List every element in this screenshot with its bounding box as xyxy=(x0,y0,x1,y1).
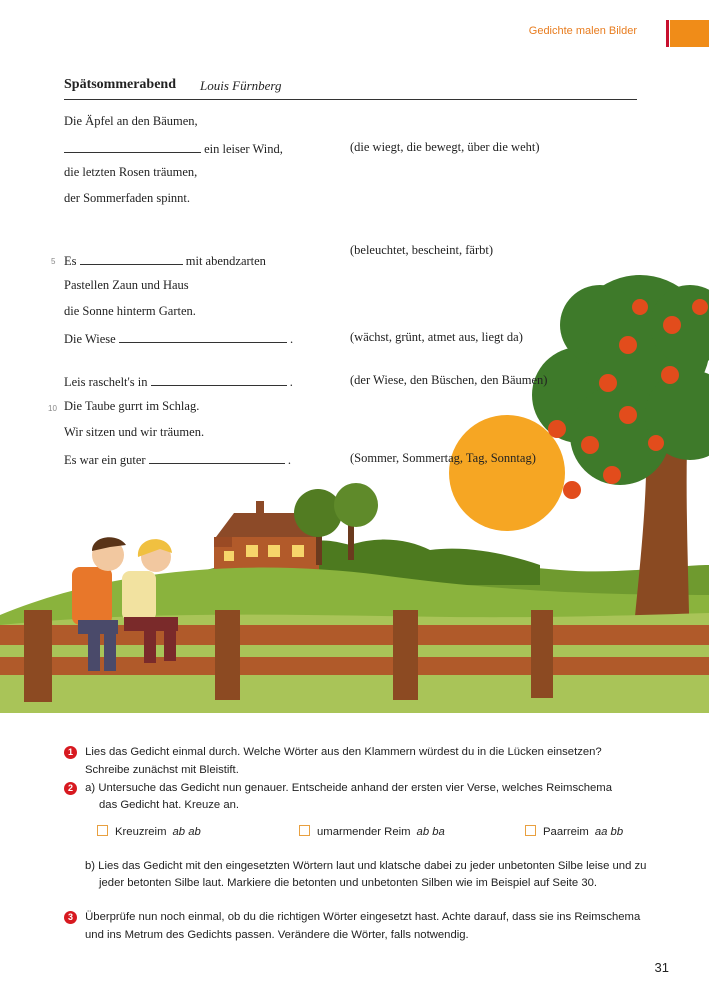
poem-line-11: Wir sitzen und wir träumen. xyxy=(64,425,205,439)
hint-1: (die wiegt, die bewegt, über die weht) xyxy=(350,140,540,154)
task-3-line-2: und ins Metrum des Gedichts passen. Verändere die Wörter, falls notwendig. xyxy=(85,929,469,941)
poem-line-2-text: ein leiser Wind, xyxy=(204,142,283,156)
task-1-line-1: Lies das Gedicht einmal durch. Welche Wörter aus den Klammern würdest du in die Lücken einsetzen? xyxy=(85,746,602,758)
blank-5[interactable] xyxy=(149,451,285,464)
task-3 xyxy=(64,911,640,924)
poem-line-4: der Sommerfaden spinnt. xyxy=(64,191,191,205)
task-1 xyxy=(64,746,602,759)
option-umarmender-reim-label: umarmender Reim xyxy=(317,826,411,838)
blank-1[interactable] xyxy=(64,140,201,153)
poem-line-6: Pastellen Zaun und Haus xyxy=(64,278,189,292)
poem-title: Spätsommerabend xyxy=(64,77,177,92)
poem-line-7: die Sonne hinterm Garten. xyxy=(64,304,196,318)
task-2-number: 2 xyxy=(64,782,77,795)
line-number-10: 10 xyxy=(48,404,57,413)
blank-2[interactable] xyxy=(80,252,183,265)
option-kreuzreim[interactable] xyxy=(97,825,201,838)
task-3-line-1: Überprüfe nun noch einmal, ob du die richtigen Wörter eingesetzt hast. Achte darauf, dass sie ins Reimschema xyxy=(85,911,641,923)
poem-line-8-start: Die Wiese xyxy=(64,332,116,346)
poem-line-3: die letzten Rosen träumen, xyxy=(64,165,198,179)
poem-line-12 xyxy=(64,451,291,468)
poem-line-2 xyxy=(64,140,283,157)
option-umarmender-reim-scheme: ab ba xyxy=(416,826,445,838)
option-umarmender-reim[interactable] xyxy=(299,825,445,838)
option-paarreim-label: Paarreim xyxy=(543,826,589,838)
poem-author: Louis Fürnberg xyxy=(200,78,282,93)
task-1-line-2: Schreibe zunächst mit Bleistift. xyxy=(85,764,239,776)
option-kreuzreim-label: Kreuzreim xyxy=(115,826,167,838)
section-title: Gedichte malen Bilder xyxy=(528,25,637,37)
poem-line-5-end: mit abendzarten xyxy=(185,254,266,268)
task-2a-line-1: a) Untersuche das Gedicht nun genauer. Entscheide anhand der ersten vier Verse, welches Reimschema xyxy=(85,782,613,794)
task-2b-line-1: b) Lies das Gedicht mit den eingesetzten Wörtern laut und klatsche dabei zu jeder unbetonten Silbe leise und zu xyxy=(85,860,647,872)
page-number: 31 xyxy=(654,960,669,975)
option-paarreim[interactable] xyxy=(525,825,623,838)
poem-line-10: Die Taube gurrt im Schlag. xyxy=(64,399,200,413)
line-number-5: 5 xyxy=(51,257,56,266)
task-1-number: 1 xyxy=(64,746,77,759)
poem-line-1: Die Äpfel an den Bäumen, xyxy=(64,114,198,128)
sun xyxy=(449,415,565,531)
hint-5: (Sommer, Sommertag, Tag, Sonntag) xyxy=(350,451,536,465)
option-paarreim-scheme: aa bb xyxy=(594,826,624,838)
task-2b-line-2: jeder betonten Silbe laut. Markiere die betonten und unbetonten Silben wie im Beispiel auf Seite 30. xyxy=(99,877,598,889)
poem-line-8-end: . xyxy=(289,332,294,346)
hint-3: (wächst, grünt, atmet aus, liegt da) xyxy=(350,330,523,344)
blank-4[interactable] xyxy=(151,373,287,386)
checkbox-umarmender-reim[interactable] xyxy=(299,825,310,836)
checkbox-paarreim[interactable] xyxy=(525,825,536,836)
poem-line-5-start: Es xyxy=(64,254,77,268)
poem-line-9 xyxy=(64,373,293,390)
poem-line-9-start: Leis raschelt's in xyxy=(64,375,148,389)
poem-line-5 xyxy=(64,252,266,269)
hint-2: (beleuchtet, bescheint, färbt) xyxy=(350,243,493,257)
header-tab xyxy=(670,20,709,47)
checkbox-kreuzreim[interactable] xyxy=(97,825,108,836)
title-rule xyxy=(64,99,637,100)
option-kreuzreim-scheme: ab ab xyxy=(172,826,201,838)
poem-line-12-end: . xyxy=(287,453,291,467)
hint-4: (der Wiese, den Büschen, den Bäumen) xyxy=(350,373,548,387)
blank-3[interactable] xyxy=(119,330,287,343)
task-2a-line-2: das Gedicht hat. Kreuze an. xyxy=(99,799,240,811)
poem-line-8 xyxy=(64,330,293,347)
header-red-bar xyxy=(666,20,669,47)
poem-line-9-end: . xyxy=(289,375,293,389)
poem-line-12-start: Es war ein guter xyxy=(64,453,146,467)
task-2a xyxy=(64,782,612,795)
task-3-number: 3 xyxy=(64,911,77,924)
